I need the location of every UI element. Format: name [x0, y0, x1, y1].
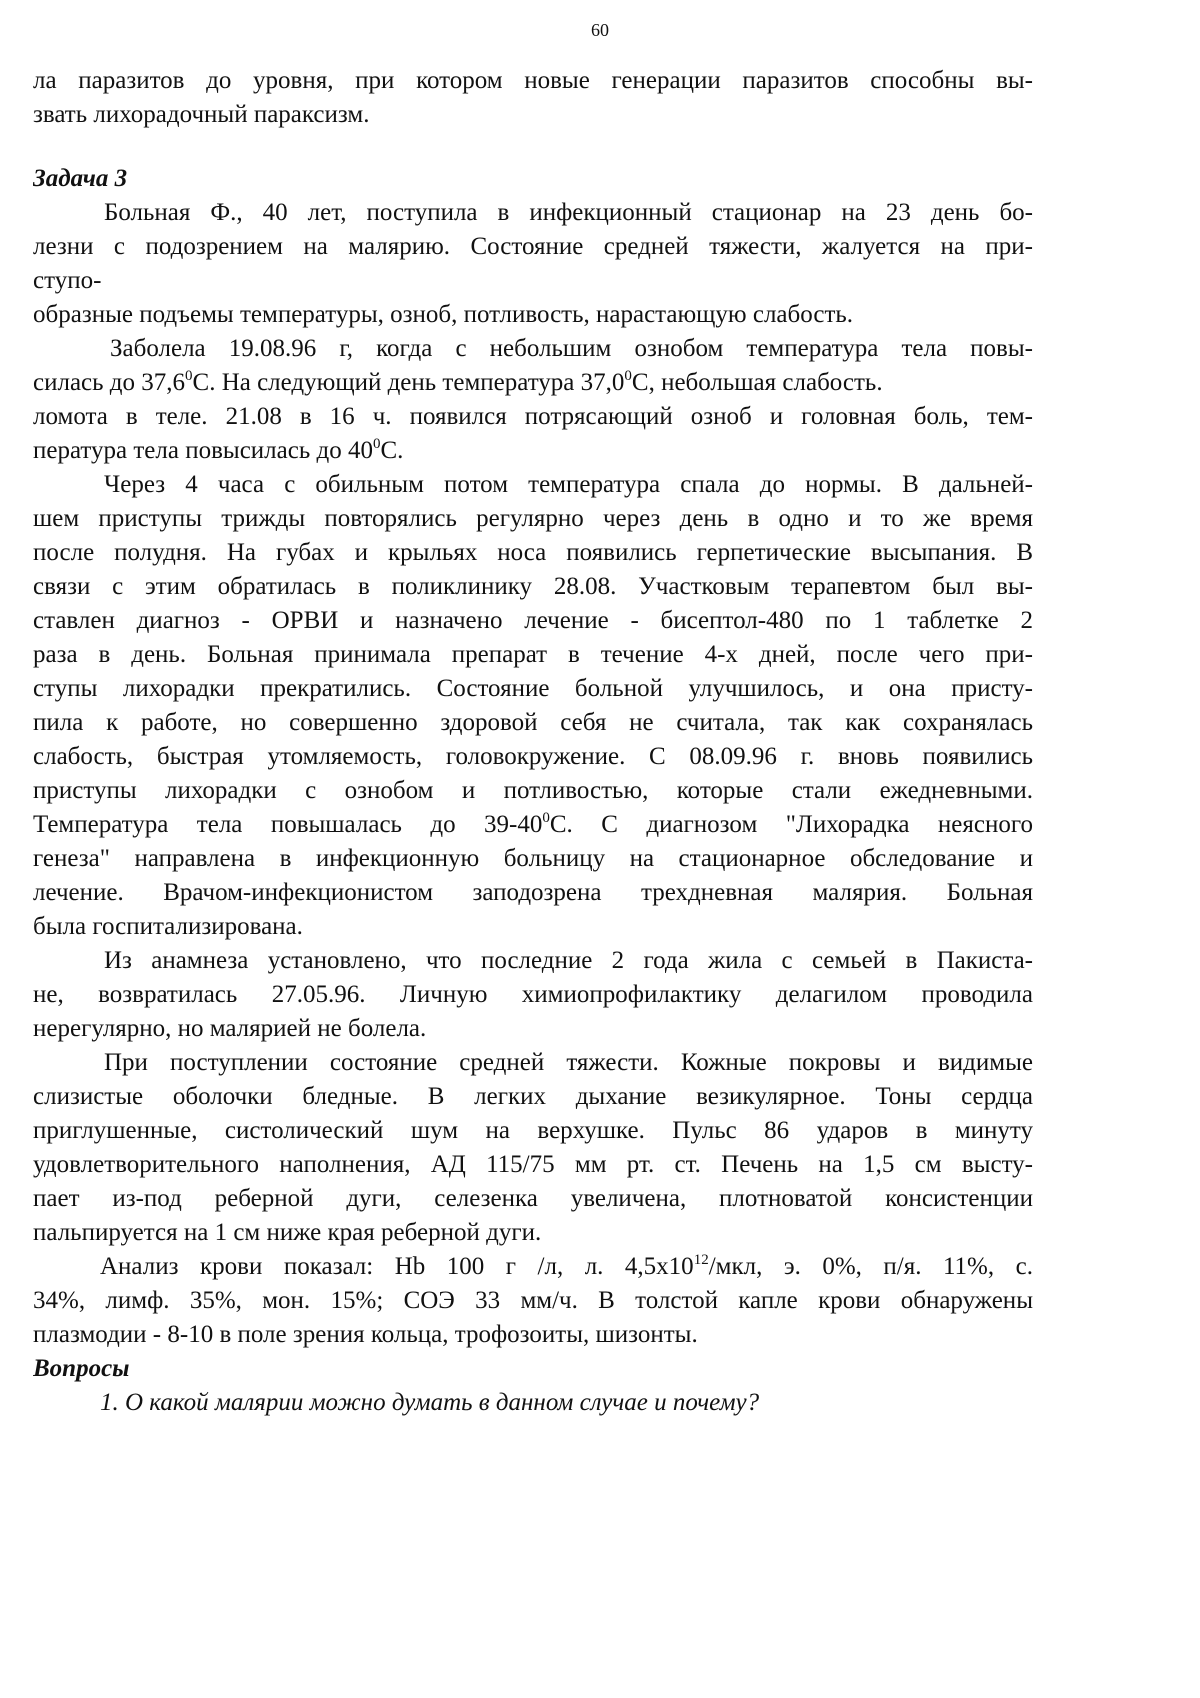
- text-line: приглушенные, систолический шум на верхушке. Пульс 86 ударов в минуту: [33, 1117, 1033, 1144]
- text-fragment: пература тела повысилась до 40: [33, 437, 373, 464]
- text-line: пила к работе, но совершенно здоровой себя не считала, так как сохранялась: [33, 709, 1033, 736]
- text-line: связи с этим обратилась в поликлинику 28.08. Участковым терапевтом был вы-: [33, 573, 1033, 600]
- text-line: Заболела 19.08.96 г, когда с небольшим ознобом температура тела повы-: [110, 335, 1033, 362]
- question-item: 1. О какой малярии можно думать в данном случае и почему?: [100, 1389, 760, 1416]
- text-fragment: С, небольшая слабость.: [631, 369, 883, 396]
- questions-heading: Вопросы: [33, 1355, 130, 1382]
- text-line: слабость, быстрая утомляемость, головокружение. С 08.09.96 г. вновь появились: [33, 743, 1033, 770]
- text-line: [33, 434, 1033, 471]
- text-line: приступы лихорадки с ознобом и потливостью, которые стали ежедневными.: [33, 777, 1033, 804]
- text-line: генеза" направлена в инфекционную больницу на стационарное обследование и: [33, 845, 1033, 872]
- superscript: 0: [185, 368, 193, 384]
- text-line: Через 4 часа с обильным потом температура спала до нормы. В дальней-: [104, 471, 1033, 498]
- text-fragment: /мкл, э. 0%, п/я. 11%, с.: [708, 1253, 1033, 1280]
- text-line: раза в день. Больная принимала препарат в течение 4-х дней, после чего при-: [33, 641, 1033, 668]
- text-line: не, возвратилась 27.05.96. Личную химиопрофилактику делагилом проводила: [33, 981, 1033, 1008]
- text-line: пает из-под реберной дуги, селезенка увеличена, плотноватой консистенции: [33, 1185, 1033, 1212]
- text-line: шем приступы трижды повторялись регулярно через день в одно и то же время: [33, 505, 1033, 532]
- text-fragment: Анализ крови показал: Hb 100 г /л, л. 4,5х10: [100, 1253, 694, 1280]
- text-line: 34%, лимф. 35%, мон. 15%; СОЭ 33 мм/ч. В толстой капле крови обнаружены: [33, 1287, 1033, 1314]
- text-line: ломота в теле. 21.08 в 16 ч. появился потрясающий озноб и головная боль, тем-: [33, 403, 1033, 430]
- text-line: Больная Ф., 40 лет, поступила в инфекционный стационар на 23 день бо-: [104, 199, 1033, 226]
- text-line: ла паразитов до уровня, при котором новые генерации паразитов способны вы-: [33, 67, 1033, 94]
- text-fragment: Температура тела повышалась до 39-40: [33, 811, 543, 838]
- text-line: Из анамнеза установлено, что последние 2 года жила с семьей в Пакиста-: [104, 947, 1033, 974]
- superscript: 12: [693, 1252, 709, 1268]
- text-line: слизистые оболочки бледные. В легких дыхание везикулярное. Тоны сердца: [33, 1083, 1033, 1110]
- text-fragment: С.: [380, 437, 404, 464]
- superscript: 0: [542, 810, 550, 826]
- text-line: [100, 1250, 1033, 1287]
- text-line: звать лихорадочный параксизм.: [33, 101, 370, 128]
- text-line: удовлетворительного наполнения, АД 115/75 мм рт. ст. Печень на 1,5 см высту-: [33, 1151, 1033, 1178]
- text-line: При поступлении состояние средней тяжести. Кожные покровы и видимые: [104, 1049, 1033, 1076]
- text-line: была госпитализирована.: [33, 913, 303, 940]
- text-line: [33, 366, 1033, 403]
- text-fragment: силась до 37,6: [33, 369, 186, 396]
- text-line: после полудня. На губах и крыльях носа появились герпетические высыпания. В: [33, 539, 1033, 566]
- text-line: плазмодии - 8-10 в поле зрения кольца, трофозоиты, шизонты.: [33, 1321, 698, 1348]
- text-line: пальпируется на 1 см ниже края реберной дуги.: [33, 1219, 542, 1246]
- text-line: лезни с подозрением на малярию. Состояние средней тяжести, жалуется на при-: [33, 233, 1033, 260]
- text-line: ставлен диагноз - ОРВИ и назначено лечение - бисептол-480 по 1 таблетке 2: [33, 607, 1033, 634]
- text-line: лечение. Врачом-инфекционистом заподозрена трехдневная малярия. Больная: [33, 879, 1033, 906]
- text-fragment: С. С диагнозом "Лихорадка неясного: [549, 811, 1033, 838]
- superscript: 0: [624, 368, 632, 384]
- text-fragment: С. На следующий день температура 37,0: [192, 369, 625, 396]
- text-line: [33, 808, 1033, 845]
- text-line: нерегулярно, но малярией не болела.: [33, 1015, 427, 1042]
- text-line: образные подъемы температуры, озноб, потливость, нарастающую слабость.: [33, 301, 854, 328]
- page-number: 60: [591, 20, 609, 40]
- text-line: ступо-: [33, 267, 102, 294]
- text-line: ступы лихорадки прекратились. Состояние больной улучшилось, и она присту-: [33, 675, 1033, 702]
- superscript: 0: [372, 436, 381, 452]
- task-heading: Задача 3: [33, 165, 128, 192]
